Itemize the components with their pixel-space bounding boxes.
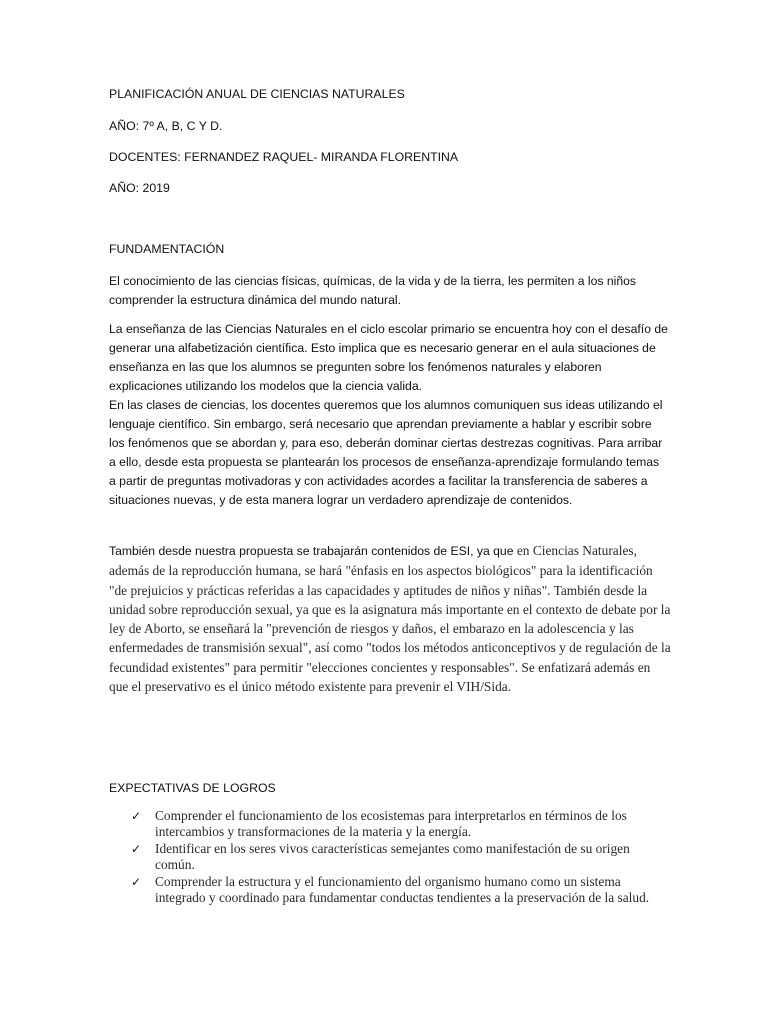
esi-lead-text: También desde nuestra propuesta se trabajarán contenidos de ESI, ya que: [109, 544, 514, 558]
year-line: AÑO: 2019: [109, 181, 170, 195]
fundamentacion-paragraph-2-block: [109, 320, 669, 510]
esi-paragraph: [109, 541, 671, 696]
list-item: ✓ Comprender el funcionamiento de los ecosistemas para interpretarlos en términos de los intercambios y transformaciones de la materia y la energía.: [131, 808, 627, 840]
checkmark-icon: ✓: [131, 841, 142, 856]
fundamentacion-heading: FUNDAMENTACIÓN: [109, 242, 225, 256]
list-item: ✓ Comprender la estructura y el funcionamiento del organismo humano como un sistema integrado y coordinado para fundamentar conductas tendientes a la preservación de la salud.: [131, 873, 650, 906]
checkmark-icon: ✓: [131, 809, 142, 823]
fundamentacion-paragraph-3: En las clases de ciencias, los docentes queremos que los alumnos comuniquen sus ideas utilizando el lenguaje científico. Sin embargo, será necesario que aprendan previamente a hablar y escribir sobre los fenómenos que se abordan y, para eso, deberán dominar ciertas destrezas cognitivas. Para arribar a ello, desde esta propuesta se plantearán los procesos de enseñanza-aprendizaje formulando temas a partir de preguntas motivadoras y con actividades acordes a facilitar la transferencia de saberes a situaciones nuevas, y de esta manera lograr un verdadero aprendizaje de contenidos.: [109, 398, 663, 507]
checkmark-icon: ✓: [131, 874, 142, 889]
document-title: PLANIFICACIÓN ANUAL DE CIENCIAS NATURALES: [109, 87, 405, 101]
list-item: ✓ Identificar en los seres vivos características semejantes como manifestación de su origen común.: [131, 840, 630, 873]
fundamentacion-paragraph-2: La enseñanza de las Ciencias Naturales en el ciclo escolar primario se encuentra hoy con el desafío de generar una alfabetización científica. Esto implica que es necesario generar en el aula situaciones de enseñanza en las que los alumnos se pregunten sobre los fenómenos naturales y elaboren explicaciones utilizando los modelos que la ciencia valida.: [109, 322, 668, 393]
teachers-line: DOCENTES: FERNANDEZ RAQUEL- MIRANDA FLORENTINA: [109, 150, 459, 164]
expectativas-list: [131, 808, 661, 906]
grade-line: AÑO: 7º A, B, C Y D.: [109, 119, 223, 133]
esi-body-text: en Ciencias Naturales, además de la reproducción humana, se hará "énfasis en los aspectos biológicos" para la identificación "de prejuicios y prácticas referidas a las capacidades y aptitudes de niños y niñas". También desde la unidad sobre reproducción sexual, ya que es la asignatura más importante en el contexto de debate por la ley de Aborto, se enseñará la "prevención de riesgos y daños, el embarazo en la adolescencia y las enfermedades de transmisión sexual", así como "todos los métodos anticonceptivos y de regulación de la fecundidad existentes" para permitir "elecciones concientes y responsables". Se enfatizará además en que el preservativo es el único método existente para prevenir el VIH/Sida.: [109, 543, 671, 695]
fundamentacion-paragraph-1: El conocimiento de las ciencias físicas, químicas, de la vida y de la tierra, les permiten a los niños comprender la estructura dinámica del mundo natural.: [109, 274, 637, 307]
expectativas-heading: EXPECTATIVAS DE LOGROS: [109, 781, 276, 795]
